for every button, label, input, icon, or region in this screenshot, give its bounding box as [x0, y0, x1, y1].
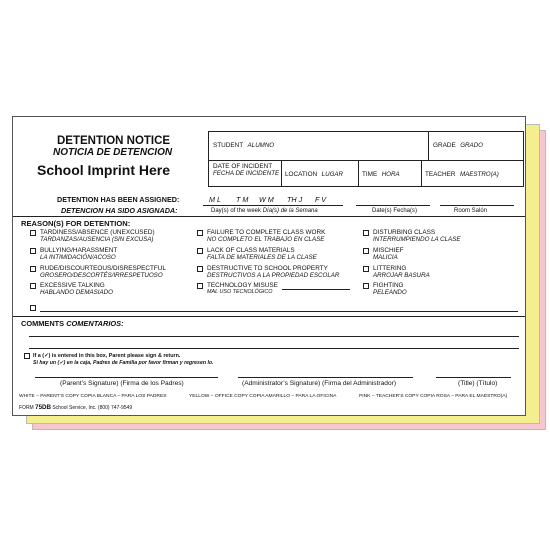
reason-checkbox[interactable] — [30, 230, 36, 236]
grade-label-es: GRADO — [460, 142, 483, 149]
reason-item — [373, 282, 407, 296]
other-reason-line[interactable] — [40, 311, 518, 312]
parent-signature-line[interactable] — [35, 377, 218, 378]
reason-checkbox[interactable] — [363, 283, 369, 289]
title-line[interactable] — [436, 377, 511, 378]
student-label: STUDENT — [213, 142, 244, 149]
copy-white: WHITE – PARENT’S COPY COPIA BLANCA – PARA LOS PADRES — [19, 394, 167, 399]
reason-item — [40, 229, 155, 243]
reason-label-es: LA INTIMIDACIÓN/ACOSO — [40, 254, 116, 261]
reason-label: FAILURE TO COMPLETE CLASS WORK — [207, 229, 326, 236]
comments-line-2[interactable] — [29, 348, 519, 349]
teacher-label: TEACHER — [425, 171, 456, 178]
parent-sign-note-es: Si hay un (✓) en la caja, Padres de Familia por favor firman y regresen lo. — [33, 360, 214, 366]
detention-notice-form — [12, 116, 526, 416]
days-caption-es: Día(s) de la Semana — [262, 208, 318, 214]
time-label-es: HORA — [381, 171, 400, 178]
date-field[interactable] — [213, 163, 279, 177]
copy-pink: PINK – TEACHER’S COPY COPIA ROSA – PARA EL MAESTRO(A) — [359, 394, 508, 399]
dates-line[interactable] — [356, 205, 430, 206]
reason-label-es: TARDANZAS/AUSENCIA (SIN EXCUSA) — [40, 236, 154, 243]
reason-label-es: PELEANDO — [373, 289, 407, 296]
comments-label: COMMENTS — [21, 319, 65, 328]
time-field[interactable] — [362, 163, 400, 181]
reason-label: BULLYING/HARASSMENT — [40, 247, 118, 254]
date-label: DATE OF INCIDENT — [213, 163, 273, 170]
reason-checkbox[interactable] — [197, 248, 203, 254]
day-option-tue[interactable]: T M — [236, 195, 249, 204]
day-option-wed[interactable]: W M — [259, 195, 274, 204]
reason-label-es: ARROJAR BASURA — [373, 272, 430, 279]
date-label-es: FECHA DE INCIDENTE — [213, 170, 280, 177]
comments-top-rule — [13, 316, 525, 317]
reason-label: EXCESSIVE TALKING — [40, 282, 105, 289]
reason-checkbox[interactable] — [197, 266, 203, 272]
school-imprint: School Imprint Here — [37, 162, 171, 178]
form-title-en: DETENTION NOTICE — [57, 135, 171, 147]
days-caption — [211, 208, 318, 214]
admin-signature-caption: (Administrator’s Signature) (Firma del Administrador) — [242, 380, 397, 387]
reason-label-es: MALICIA — [373, 254, 398, 261]
days-caption-en: Day(s) of the week — [211, 208, 262, 214]
reason-label: DESTRUCTIVE TO SCHOOL PROPERTY — [207, 265, 328, 272]
room-caption: Room Salón — [454, 208, 488, 214]
reason-label: FIGHTING — [373, 282, 404, 289]
days-line — [203, 205, 343, 206]
reason-checkbox[interactable] — [363, 248, 369, 254]
day-option-fri[interactable]: F V — [315, 195, 327, 204]
reason-label: LITTERING — [373, 265, 407, 272]
reason-label: LACK OF CLASS MATERIALS — [207, 247, 295, 254]
form-title-es: NOTICIA DE DETENCION — [53, 147, 173, 158]
reason-item — [207, 282, 278, 296]
reason-label-es: NO COMPLETO EL TRABAJO EN CLASE — [207, 236, 325, 243]
reason-item — [40, 265, 166, 279]
comments-heading — [21, 319, 124, 328]
reason-item — [373, 247, 404, 261]
day-option-thu[interactable]: TH J — [287, 195, 303, 204]
student-label-es: ALUMNO — [247, 142, 275, 149]
reason-item — [373, 265, 430, 279]
other-reason-checkbox[interactable] — [30, 305, 36, 311]
assigned-label: DETENTION HAS BEEN ASSIGNED: — [57, 195, 180, 204]
grade-label: GRADE — [433, 142, 456, 149]
reason-label-es: DESTRUCTIVOS A LA PROPIEDAD ESCOLAR — [207, 272, 340, 279]
reason-checkbox[interactable] — [363, 266, 369, 272]
reason-item — [40, 247, 117, 261]
time-label: TIME — [362, 171, 378, 178]
admin-signature-line[interactable] — [238, 377, 413, 378]
form-label: FORM — [19, 405, 34, 411]
reason-label-es: INTERRUMPIENDO LA CLASE — [373, 236, 461, 243]
assigned-label-es: DETENCION HA SIDO ASIGNADA: — [61, 206, 178, 215]
info-grid-divider — [208, 160, 524, 161]
location-divider — [281, 160, 282, 187]
reason-label-es: HABLANDO DEMASIADO — [40, 289, 113, 296]
reason-label-es: GROSERO/DESCORTÉS/IRRESPETUOSO — [40, 272, 163, 279]
reason-item — [373, 229, 460, 243]
reason-checkbox[interactable] — [197, 283, 203, 289]
student-field[interactable] — [213, 134, 274, 152]
form-footer — [19, 404, 132, 411]
time-divider — [358, 160, 359, 187]
parent-sign-checkbox[interactable] — [24, 353, 30, 359]
reason-label-es: MAL USO TECNOLÓGICO — [207, 289, 273, 295]
company-info: School Service, Inc. (800) 747-9549 — [52, 405, 133, 411]
reason-checkbox[interactable] — [363, 230, 369, 236]
reason-label: TECHNOLOGY MISUSE — [207, 282, 278, 289]
reason-label: MISCHIEF — [373, 247, 404, 254]
reasons-heading: REASON(S) FOR DETENTION: — [21, 219, 131, 228]
teacher-field[interactable] — [425, 163, 499, 181]
parent-signature-caption: (Parent’s Signature) (Firma de los Padres) — [60, 380, 184, 387]
form-number: 75DB — [35, 404, 51, 411]
reasons-top-rule — [13, 216, 525, 217]
reason-checkbox[interactable] — [30, 283, 36, 289]
reason-item — [40, 282, 113, 296]
grade-field[interactable] — [433, 134, 483, 152]
teacher-label-es: MAESTRO(A) — [460, 171, 499, 178]
room-line[interactable] — [440, 205, 514, 206]
reason-checkbox[interactable] — [197, 230, 203, 236]
comments-line-1[interactable] — [29, 336, 519, 337]
reason-label: RUDE/DISCOURTEOUS/DISRESPECTFUL — [40, 265, 166, 272]
title-caption: (Title) (Título) — [458, 380, 498, 387]
grade-divider — [428, 131, 429, 160]
technology-line[interactable] — [282, 289, 350, 290]
reason-label-es: FALTA DE MATERIALES DE LA CLASE — [207, 254, 317, 261]
location-field[interactable] — [285, 163, 343, 181]
reason-checkbox[interactable] — [30, 266, 36, 272]
comments-label-es: COMENTARIOS: — [66, 319, 124, 328]
day-option-mon[interactable]: M L — [209, 195, 221, 204]
reason-label: DISTURBING CLASS — [373, 229, 436, 236]
reason-item — [207, 247, 317, 261]
reason-item — [207, 229, 325, 243]
reason-item — [207, 265, 339, 279]
teacher-divider — [421, 160, 422, 187]
reason-checkbox[interactable] — [30, 248, 36, 254]
copy-yellow: YELLOW – OFFICE COPY COPIA AMARILLO – PARA LA OFICINA — [189, 394, 337, 399]
dates-caption: Date(s) Fecha(s) — [372, 208, 418, 214]
location-label-es: LUGAR — [321, 171, 343, 178]
parent-sign-note: If a (✓) is entered in this box, Parent please sign & return. — [33, 353, 181, 359]
reason-label: TARDINESS/ABSENCE (UNEXCUSED) — [40, 229, 155, 236]
location-label: LOCATION — [285, 171, 318, 178]
